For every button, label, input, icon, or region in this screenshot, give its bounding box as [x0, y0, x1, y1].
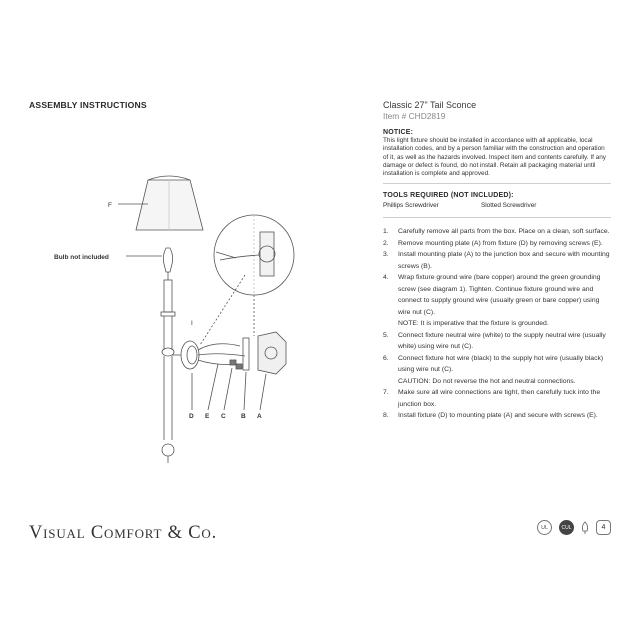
steps-list: [383, 226, 611, 422]
tool-item: Phillips Screwdriver: [383, 202, 439, 210]
label-f: F: [108, 202, 112, 209]
finial: [162, 444, 174, 456]
assembly-instructions-title: ASSEMBLY INSTRUCTIONS: [29, 100, 147, 110]
step-item: 7. Make sure all wire connections are tight, then carefully tuck into the junction box.: [383, 389, 601, 408]
step-caution: CAUTION: Do not reverse the hot and neutral connections.: [398, 377, 576, 385]
step-note: NOTE: It is imperative that the fixture is grounded.: [398, 320, 549, 328]
label-bulb: Bulb not included: [54, 254, 109, 261]
step-item: 5. Connect fixture neutral wire (white) to the supply neutral wire (usually white) using wire nut (C).: [383, 331, 606, 351]
divider: [383, 183, 611, 184]
instructions-column: [383, 100, 611, 422]
backplate: [181, 341, 199, 369]
label-e: E: [205, 413, 210, 420]
tool-item: Slotted Screwdriver: [481, 202, 537, 210]
ul-listed-icon: UL: [537, 520, 552, 535]
notice-text: This light fixture should be installed in accordance with all applicable, local installation codes, and by a person familiar with the construction and operation of it, as well as the hazards involved. Inspect item and contents carefully. If any damage or defect is found, do not install. Retain all packaging material until installation is complete and approved.: [383, 137, 606, 178]
page-number: 4: [596, 520, 611, 535]
footer-icons: [537, 520, 611, 535]
label-i: I: [191, 320, 193, 327]
brand-wordmark: Visual Comfort & Co.: [29, 523, 217, 543]
product-title: Classic 27" Tail Sconce: [383, 100, 477, 110]
step-item: 6. Connect fixture hot wire (black) to the supply hot wire (usually black) using wire nut (C).: [383, 354, 604, 374]
mounting-plate: [243, 338, 249, 370]
step-item: 1. Carefully remove all parts from the box. Place on a clean, soft surface.: [383, 228, 610, 236]
bulb: [163, 248, 172, 272]
candle-tube: [164, 280, 172, 312]
junction-box: [258, 332, 286, 374]
tools-list: [383, 202, 611, 209]
assembly-diagram: [40, 160, 340, 490]
step-item: 3. Install mounting plate (A) to the junction box and secure with mounting screws (B).: [383, 251, 610, 270]
step-item: 8. Install fixture (D) to mounting plate (A) and secure with screws (E).: [383, 412, 598, 420]
label-c: C: [221, 413, 226, 420]
divider: [383, 217, 611, 218]
label-b: B: [241, 413, 246, 420]
bulb-icon: [581, 521, 589, 535]
notice-heading: NOTICE:: [383, 129, 414, 136]
step-item: 2. Remove mounting plate (A) from fixture (D) by removing screws (E).: [383, 239, 603, 247]
cul-badge-icon: CUL: [559, 520, 574, 535]
product-item-number: Item # CHD2819: [383, 111, 446, 121]
tools-heading: TOOLS REQUIRED (NOT INCLUDED):: [383, 192, 514, 200]
label-d: D: [189, 413, 194, 420]
lamp-shade: [136, 180, 203, 230]
step-item: 4. Wrap fixture ground wire (bare copper) around the green grounding screw (see diagram 1). Tighten. Continue fixture ground wire and connect to supply ground wire (usually green or bare copper) using wire nut (C).: [383, 274, 601, 316]
label-a: A: [257, 413, 262, 420]
